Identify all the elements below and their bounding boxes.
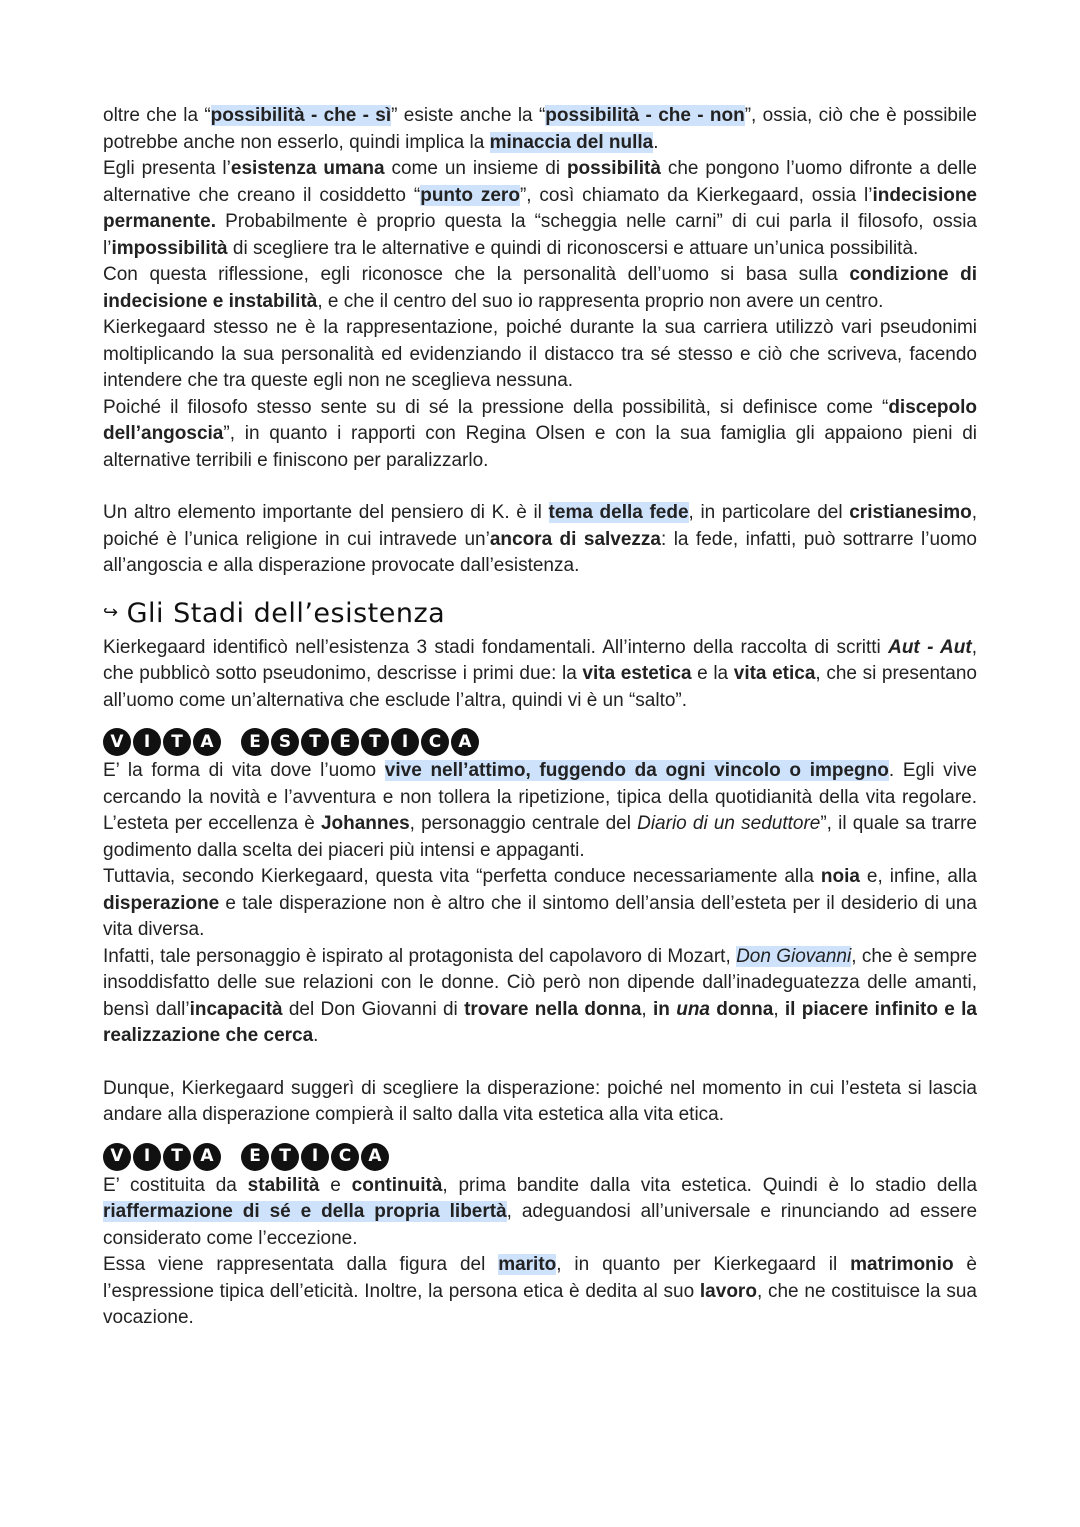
heading-vita-etica (103, 1141, 977, 1173)
highlight: punto zero (420, 184, 520, 206)
paragraph-pseudonimi: Kierkegaard stesso ne è la rappresentazione, poiché durante la sua carriera utilizzò vari pseudonimi moltiplicando la sua personalità ed evidenziando il distacco tra sé stesso e ciò che scriveva, facendo intendere che tra queste egli non ne sceglieva nessuna. (103, 317, 977, 391)
highlight: riaffermazione di sé e della propria libertà (103, 1201, 507, 1222)
heading-word: E T I C A (241, 1143, 389, 1171)
highlight: possibilità - che - non (545, 105, 745, 126)
highlight: Don Giovanni (736, 945, 852, 967)
paragraph-riflessione: Con questa riflessione, egli riconosce che la personalità dell’uomo si basa sulla condizione di indecisione e instabilità, e che il centro del suo io rappresenta proprio non avere un centro. (103, 264, 978, 312)
heading-vita-estetica (103, 726, 977, 758)
highlight: possibilità - che - sì (210, 105, 392, 126)
paragraph-etica-stabilita: E’ costituita da stabilità e continuità, prima bandite dalla vita estetica. Quindi è lo stadio della riaffermazione di sé e della propria libertà, adeguandosi all’universale e rinunciando ad essere considerato come l’eccezione. (103, 1174, 978, 1249)
paragraph-esistenza: Egli presenta l’esistenza umana come un insieme di possibilità che pongono l’uomo difronte a delle alternative che creano il cosiddetto “punto zero”, così chiamato da Kierkegaard, ossia l’indecisione permanente. Probabilmente è proprio questa la “scheggia nelle carni” di cui parla il filosofo, ossia l’impossibilità di scegliere tra le alternative e quindi di riconoscersi e attuare un’unica possibilità. (103, 158, 977, 259)
highlight: marito (498, 1254, 557, 1275)
highlight: tema della fede (548, 502, 689, 523)
spacer (103, 1050, 977, 1076)
paragraph-don-giovanni: Infatti, tale personaggio è ispirato al protagonista del capolavoro di Mozart, Don Giovanni, che è sempre insoddisfatto delle sue relazioni con le donne. Ciò però non dipende dall’inadeguatezza delle amanti, bensì dall’incapacità del Don Giovanni di trovare nella donna, in una donna, il piacere infinito e la realizzazione che cerca. (103, 945, 978, 1046)
paragraph-angoscia: Poiché il filosofo stesso sente su di sé la pressione della possibilità, si definisce come “discepolo dell’angoscia”, in quanto i rapporti con Regina Olsen e con la sua famiglia gli appaiono pieni di alternative terribili e finiscono per paralizzarlo. (103, 396, 977, 471)
paragraph-stadi: Kierkegaard identificò nell’esistenza 3 stadi fondamentali. All’interno della raccolta di scritti Aut - Aut, che pubblicò sotto pseudonimo, descrisse i primi due: la vita estetica e la vita etica, che si presentano all’uomo come un’alternativa che esclude l’altra, quindi vi è un “salto”. (103, 636, 977, 711)
highlight: vive nell’attimo, fuggendo da ogni vincolo o impegno (384, 760, 889, 781)
document-body (103, 103, 977, 1332)
highlight: minaccia del nulla (489, 131, 654, 153)
heading-word: E S T E T I C A (241, 728, 479, 756)
paragraph-disperazione: Dunque, Kierkegaard suggerì di scegliere la disperazione: poiché nel momento in cui l’esteta si lascia andare alla disperazione compierà il salto dalla vita estetica alla vita etica. (103, 1077, 977, 1125)
spacer (103, 474, 977, 500)
curved-arrow-icon: ↪ (103, 601, 119, 623)
heading-word: V I T A (103, 1143, 221, 1171)
section-heading-stadi: ↪ Gli Stadi dell’esistenza (103, 597, 446, 629)
paragraph-etica-marito: Essa viene rappresentata dalla figura del marito, in quanto per Kierkegaard il matrimonio è l’espressione tipica dell’eticità. Inoltre, la persona etica è dedita al suo lavoro, che ne costituisce la sua vocazione. (103, 1254, 977, 1328)
paragraph-estetica-noia: Tuttavia, secondo Kierkegaard, questa vita “perfetta conduce necessariamente alla noia e, infine, alla disperazione e tale disperazione non è altro che il sintomo dell’ansia dell’esteta per il desiderio di una vita diversa. (103, 866, 977, 940)
paragraph-fede: Un altro elemento importante del pensiero di K. è il tema della fede, in particolare del cristianesimo, poiché è l’unica religione in cui intravede un’ancora di salvezza: la fede, infatti, può sottrarre l’uomo all’angoscia e alla disperazione provocate dall’esistenza. (103, 502, 978, 576)
paragraph-estetica-forma: E’ la forma di vita dove l’uomo vive nell’attimo, fuggendo da ogni vincolo o impegno. Egli vive cercando la novità e l’avventura e non tollera la ripetizione, tipica della quotidianità della vita regolare. L’esteta per eccellenza è Johannes, personaggio centrale del Diario di un seduttore”, il quale sa trarre godimento dalla scelta dei piaceri più intensi e appaganti. (103, 760, 977, 861)
paragraph-possibilita: oltre che la “possibilità - che - sì” esiste anche la “possibilità - che - non”, ossia, ciò che è possibile potrebbe anche non esserlo, quindi implica la minaccia del nulla. (103, 105, 977, 153)
heading-word: V I T A (103, 728, 221, 756)
